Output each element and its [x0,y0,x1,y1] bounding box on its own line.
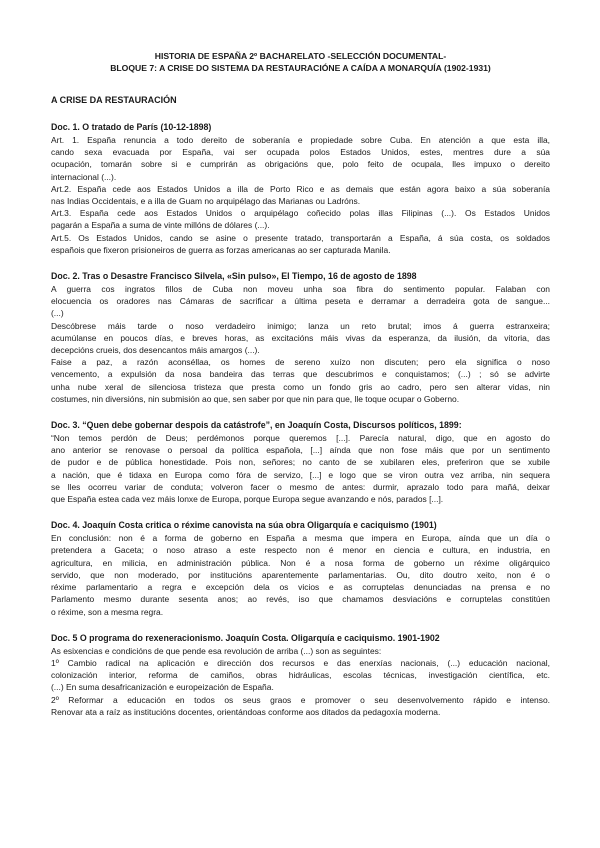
text-line: costumes, nin diversións, nin submisión ao que, sen saber por que nin para que, lle toque ocupar o Goberno. [51,393,460,404]
text-line: españois que fixeron prisioneiros de guerra as forzas americanas ao ser capturada Manila. [51,244,391,255]
document-header [51,50,550,74]
text-line: Art.2. España cede aos Estados Unidos a illa de Porto Rico e as demais que están agora baixo a súa soberanía [51,183,550,194]
text-line: de pudor e de pública honestidade. Pois non, señores; no canto de se xubilaren eles, preferiron que se xubile [51,457,550,468]
document-title: Doc. 4. Joaquín Costa critica o réxime canovista na súa obra Oligarquía e caciquismo (1901) [51,520,437,531]
document-block-4 [51,519,550,617]
text-line: (...) En suma desafricanización e europeización de España. [51,682,274,693]
header-line-2: BLOQUE 7: A CRISE DO SISTEMA DA RESTAURACIÓNE A CAÍDA A MONARQUÍA (1902-1931) [110,63,491,73]
text-line: cando sexa evacuada por España, vai ser ocupada polos Estados Unidos, estes, mentres dure a súa [51,147,550,158]
text-line: Art.3. España cede aos Estados Unidos o arquipélago coñecido polas illas Filipinas (...). Os Estados Unidos [51,208,550,219]
text-line: colonización interior, reforma de camiños, obras hidráulicas, escolas técnicas, investigación científica, etc. [51,670,550,681]
text-line: nas Indias Occidentais, e a illa de Guam no arquipélago das Marianas ou Ladróns. [51,196,361,207]
text-line: Art.5. Os Estados Unidos, cando se asine o presente tratado, transportarán a España, á súa costa, os soldados [51,232,550,243]
document-body [51,645,550,718]
text-line: ocupación, tomarán sobre si e cumprirán as obrigacións que, polo feito de ocupala, lles impuxo o dereito [51,159,550,170]
text-line: o réxime, son a mesma regra. [51,606,164,617]
document-body [51,532,550,617]
text-line: Parlamento mesmo durante sesenta anos; ao revés, iso que chamamos desviacións e corruptelas constitúen [51,594,550,605]
text-line: vencemento, a expulsión da nosa bandeira das terras que descubrimos e conquistamos; (...) ; só se advirte [51,369,550,380]
text-line: internacional (...). [51,171,117,182]
text-line: unha nube xeral de silenciosa tristeza que presta como un fondo gris ao cadro, pero sen alterar vidas, nin [51,381,550,392]
text-line: ano anterior se renovase o persoal da política española, [...] aínda que non fose máis que por un sentimento [51,445,550,456]
text-line: 1º Cambio radical na aplicación e dirección dos recursos e das enerxías nacionais, (...) educación nacional, [51,657,550,668]
text-line: elocuencia os oradores nas Cámaras de sacrificar a última peseta e derramar a derradeira gota de sangue... [51,296,550,307]
text-line: pretendera a Gaceta; o noso atraso a este respecto non é menor en ciencia e cultura, en industria, en [51,545,550,556]
text-line: réxime parlamentario a regra e excepción dela os vicios e as corruptelas denunciadas na prensa e no [51,582,550,593]
text-line: Faise a paz, a razón aconséllaa, os homes de sereno xuízo non discuten; pero ela significa o noso [51,357,550,368]
text-line: As esixencias e condicións de que pende esa revolución de arriba (...) son as seguintes: [51,645,382,656]
text-line: que España estea cada vez máis lonxe de Europa, porque Europa segue avanzando e nós, parados [...]. [51,494,444,505]
document-title: Doc. 3. “Quen debe gobernar despois da catástrofe”, en Joaquín Costa, Discursos políticos, 1899: [51,420,462,431]
document-title: Doc. 5 O programa do rexeneracionismo. Joaquín Costa. Oligarquía e caciquismo. 1901-1902 [51,632,440,643]
text-line: acumúlanse en poucos días, e breves horas, as excitacións máis vivas da esperanza, da ilusión, da vitoria, das [51,332,550,343]
document-block-5 [51,632,550,718]
text-line: “Non temos perdón de Deus; perdémonos porque queremos [...]. Parecía natural, digo, que en agosto do [51,433,550,444]
text-line: decepcións crueis, dos desencantos máis amargos (...). [51,345,260,356]
text-line: servido, que non moderado, por institucións aparentemente parlamentarias. Ou, dito doutro xeito, non é o [51,569,550,580]
header-line-1: HISTORIA DE ESPAÑA 2º BACHARELATO -SELECCIÓN DOCUMENTAL- [154,51,447,61]
text-line: En conclusión: non é a forma de goberno en España a mesma que impera en Europa, aínda que un día o [51,533,550,544]
text-line: agricultura, en milicia, en administración pública. Non é a nosa forma de goberno un réxime oligárquico [51,557,550,568]
text-line: a nación, que é tidaxa en Europa como fóra de servizo, [...] e logo que se viron outra vez arriba, nin sequera [51,469,550,480]
document-body [51,134,550,256]
text-line: pagarán a España a suma de vinte millóns de dólares (...). [51,220,270,231]
document-body [51,283,550,405]
text-line: A guerra cos ingratos fillos de Cuba non moveu unha soa fibra do sentimento popular. Falaban con [51,284,550,295]
document-title: Doc. 2. Tras o Desastre Francisco Silvela, «Sin pulso», El Tiempo, 16 de agosto de 1898 [51,271,417,282]
text-line: Renovar ata a raíz as institucións docentes, orientándoas conforme aos ditados da pedagoxía moderna. [51,706,441,717]
text-line: Descóbrese máis tarde o noso verdadeiro inimigo; lanza un reto brutal; imos á guerra estranxeira; [51,320,550,331]
document-body [51,432,550,505]
document-block-1 [51,121,550,256]
documents-list [51,121,550,718]
text-line: se lles ocorreu variar de conduta; volveron facer o mesmo de antes: durmir, aprazalo todo para mañá, deixar [51,481,550,492]
section-title: A CRISE DA RESTAURACIÓN [51,95,177,105]
document-title: Doc. 1. O tratado de París (10-12-1898) [51,122,212,132]
text-line: Art. 1. España renuncia a todo dereito de soberanía e propiedade sobre Cuba. En atención a que esta illa, [51,135,550,145]
text-line: 2º Reformar a educación en todos os seus graos e promover o seu desenvolvemento rápido e intenso. [51,694,550,705]
document-block-3 [51,419,550,505]
text-line: (...) [51,308,64,319]
document-block-2 [51,270,550,405]
